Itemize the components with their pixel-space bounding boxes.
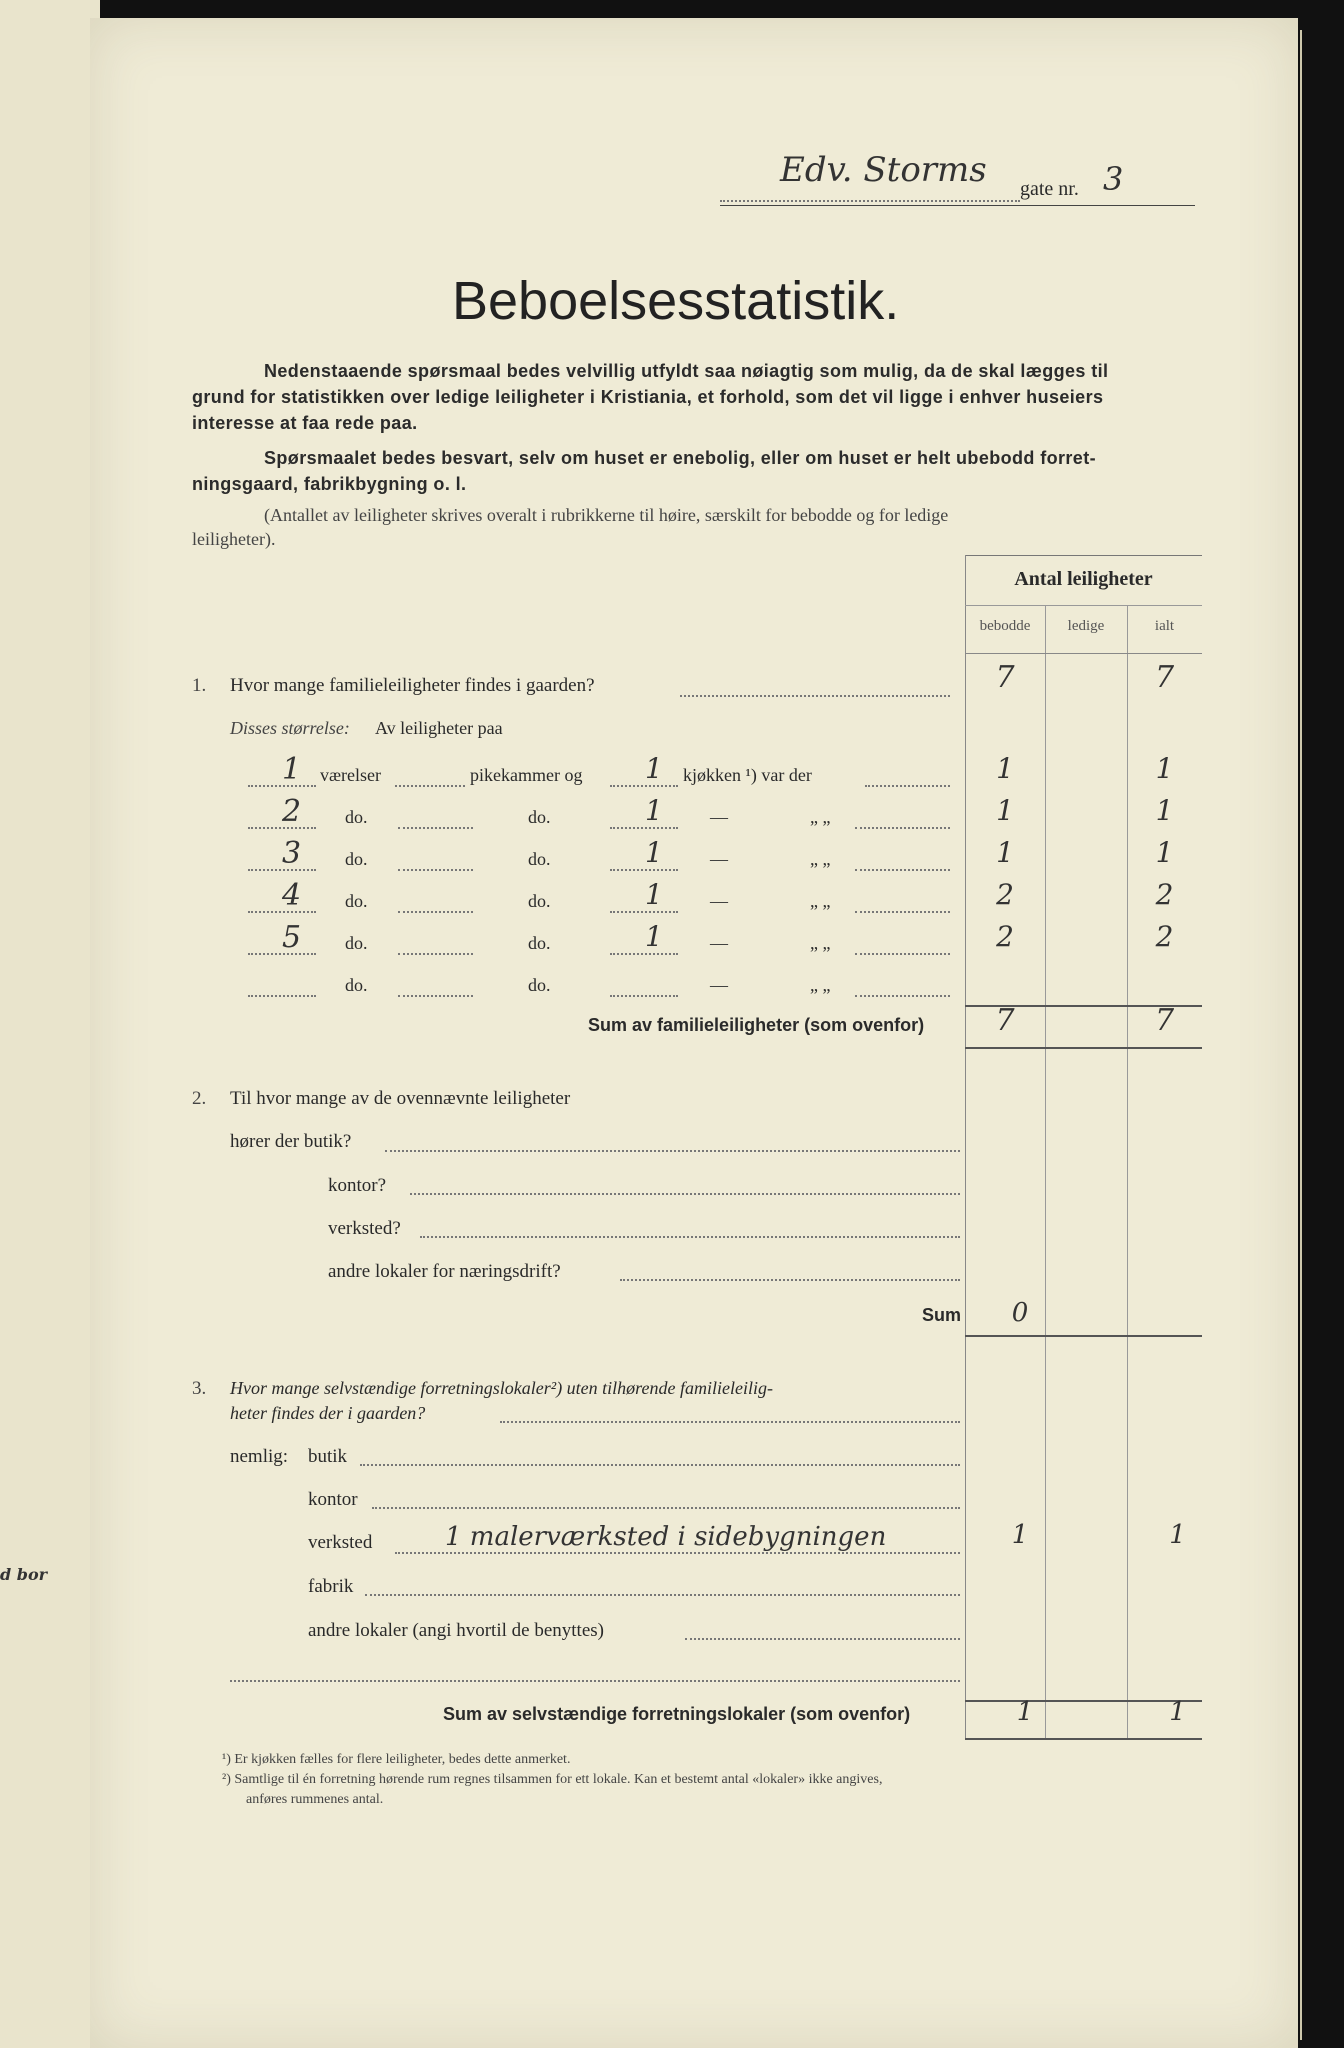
col-header-ialt: ialt (1154, 618, 1175, 634)
size-row-bebodde: 1 (996, 794, 1014, 827)
size-row-rooms: 2 (282, 794, 302, 829)
kitchen-line (610, 995, 678, 997)
row-leader (855, 953, 950, 955)
size-row-do: do. (345, 975, 368, 995)
size-row-dash: — (710, 933, 728, 953)
street-line (720, 200, 1020, 202)
kitchen-line (610, 869, 678, 871)
size-row-bebodde: 2 (996, 878, 1014, 911)
q2-sum-label: Sum (922, 1305, 962, 1325)
q2-text: Til hvor mange av de ovennævnte leiligheter (230, 1088, 571, 1109)
q3-sum-label: Sum av selvstændige forretningslokaler (som ovenfor) (443, 1704, 911, 1724)
size-row-rooms: 4 (282, 878, 302, 913)
q3-leader-4 (365, 1594, 960, 1596)
q3-leader-2 (372, 1507, 960, 1509)
row-leader (855, 827, 950, 829)
q3-sum-bebodde: 1 (1016, 1697, 1034, 1727)
left-margin-fragment: d bor (0, 1565, 48, 1584)
q1-leader (680, 695, 950, 697)
answer-grid (965, 555, 1202, 1740)
size-row-kitchen: 1 (645, 878, 663, 911)
size-row-quote: „ „ (810, 891, 831, 911)
row-leader (865, 785, 950, 787)
size-row-kitchen: 1 (645, 752, 663, 785)
col-header-ledige: ledige (1067, 618, 1105, 634)
size-row-ialt: 1 (1155, 794, 1174, 827)
q2-leader-4 (620, 1279, 960, 1281)
row-leader (855, 869, 950, 871)
q2-item-verksted: verksted? (328, 1218, 401, 1239)
pike-line (398, 995, 473, 997)
size-row-quote: „ „ (810, 849, 831, 869)
size-row-do-2: do. (528, 891, 551, 911)
q3-item-fabrik: fabrik (308, 1576, 354, 1597)
q3-verksted-handwritten: 1 malerværksted i sidebygningen (445, 1522, 887, 1552)
q3-sum-ialt: 1 (1169, 1697, 1186, 1727)
q3-item-kontor: kontor (308, 1489, 358, 1510)
kitchen-line (610, 953, 678, 955)
size-row-do: do. (345, 849, 368, 869)
size-row-ialt: 1 (1155, 752, 1174, 785)
pike-line (395, 785, 465, 787)
q3-item-butik: butik (308, 1446, 348, 1467)
q3-verksted-ialt: 1 (1169, 1520, 1186, 1550)
footnote-1: ¹) Er kjøkken fælles for flere leiligheter, bedes dette anmerket. (222, 1752, 571, 1767)
size-row-do: do. (345, 933, 368, 953)
q2-sum-bebodde: 0 (1011, 1298, 1029, 1328)
row-leader (855, 911, 950, 913)
q3-item-verksted: verksted (308, 1532, 373, 1553)
size-row-do: do. (345, 891, 368, 911)
q3-text-1: Hvor mange selvstændige forretningslokaler²) uten tilhørende familieleilig- (230, 1378, 773, 1398)
kitchen-line (610, 827, 678, 829)
size-row-quote: „ „ (810, 933, 831, 953)
size-row-do-2: do. (528, 975, 551, 995)
footnote-2b: anføres rummenes antal. (246, 1792, 384, 1807)
col-pikekammer: pikekammer og (470, 765, 583, 785)
table-group-header: Antal leiligheter (1014, 568, 1153, 590)
size-row-quote: „ „ (810, 975, 831, 995)
col-kjokken: kjøkken ¹) var der (683, 765, 812, 785)
q2-leader-3 (420, 1236, 960, 1238)
left-page-edge (0, 0, 100, 2048)
q3-prefix: nemlig: (230, 1446, 289, 1467)
q1-ialt: 7 (1154, 660, 1175, 695)
q3-leader-5 (685, 1638, 960, 1640)
size-row-ialt: 2 (1155, 878, 1174, 911)
gate-label: gate nr. (1020, 178, 1079, 200)
size-row-dash: — (710, 975, 728, 995)
size-row-do-2: do. (528, 933, 551, 953)
footnotes (222, 1750, 1207, 1810)
size-row-dash: — (710, 891, 728, 911)
size-row-bebodde: 2 (996, 920, 1014, 953)
size-row-bebodde: 1 (996, 752, 1014, 785)
size-row-rooms: 1 (282, 752, 302, 787)
page-title: Beboelsesstatistik. (452, 271, 900, 331)
q1-sum-ialt: 7 (1154, 1003, 1175, 1038)
size-row-kitchen: 1 (645, 836, 663, 869)
q3-item-andre: andre lokaler (angi hvortil de benyttes) (308, 1620, 604, 1641)
pike-line (398, 953, 473, 955)
q1-bebodde: 7 (995, 660, 1015, 695)
q2-item-andre: andre lokaler for næringsdrift? (328, 1261, 561, 1282)
gate-number: 3 (1103, 160, 1124, 198)
q3-leader-3 (395, 1552, 960, 1554)
size-row-ialt: 1 (1155, 836, 1174, 869)
size-row-quote: „ „ (810, 807, 831, 827)
col-vaerelser: værelser (320, 765, 381, 785)
q3-leader-6 (230, 1680, 960, 1682)
size-label: Disses størrelse: (230, 718, 350, 738)
q3-text-2: heter findes der i gaarden? (230, 1403, 426, 1423)
col-header-bebodde: bebodde (979, 618, 1031, 634)
size-row-dash: — (710, 849, 728, 869)
row-leader (855, 995, 950, 997)
street-name-handwritten: Edv. Storms (780, 150, 987, 190)
q2-number: 2. (192, 1088, 207, 1109)
kitchen-line (610, 911, 678, 913)
size-row-kitchen: 1 (645, 920, 663, 953)
pike-line (398, 827, 473, 829)
pike-line (398, 911, 473, 913)
intro-paragraph-2: Spørsmaalet bedes besvart, selv om huset er enebolig, eller om huset er helt ubebodd forret- ningsgaard, fabrikbygning o. l. (192, 448, 1097, 494)
q2-item-kontor: kontor? (328, 1175, 387, 1196)
size-row-ialt: 2 (1155, 920, 1174, 953)
size-row-rooms: 5 (282, 920, 302, 955)
size-row-rooms: 3 (282, 836, 302, 871)
q1-sum-label: Sum av familieleiligheter (som ovenfor) (588, 1015, 925, 1035)
q3-leader-0 (500, 1421, 960, 1423)
header-underline (720, 205, 1195, 206)
size-text: Av leiligheter paa (375, 718, 503, 738)
size-row-do-2: do. (528, 849, 551, 869)
intro-paragraph-3: (Antallet av leiligheter skrives overalt i rubrikkerne til høire, særskilt for bebodde og for ledige leiligheter). (192, 505, 949, 549)
q1-sum-bebodde: 7 (995, 1003, 1015, 1038)
q1-text: Hvor mange familieleiligheter findes i gaarden? (230, 675, 595, 696)
q2-leader-2 (410, 1193, 960, 1195)
q3-verksted-bebodde: 1 (1011, 1520, 1029, 1550)
size-row-bebodde: 1 (996, 836, 1014, 869)
footnote-2a: ²) Samtlige til én forretning hørende rum regnes tilsammen for ett lokale. Kan et bestemt antal «lokaler» ikke angives, (222, 1772, 883, 1787)
rooms-line (248, 995, 316, 997)
pike-line (398, 869, 473, 871)
kitchen-line (610, 785, 678, 787)
size-row-do: do. (345, 807, 368, 827)
q2-item-butik: hører der butik? (230, 1131, 352, 1152)
size-row-do-2: do. (528, 807, 551, 827)
q3-leader-1 (360, 1464, 960, 1466)
q3-number: 3. (192, 1378, 207, 1399)
intro-paragraph-1: Nedenstaaende spørsmaal bedes velvillig utfyldt saa nøiagtig som mulig, da de skal lægges til grund for statistikken over ledige leiligheter i Kristiania, et forhold, som det vil ligge i enhver huseiers interesse at faa rede paa. (192, 361, 1109, 433)
q1-number: 1. (192, 675, 207, 696)
size-row-dash: — (710, 807, 728, 827)
page-edge (1268, 30, 1302, 2040)
size-row-kitchen: 1 (645, 794, 663, 827)
q2-leader-1 (385, 1150, 960, 1152)
